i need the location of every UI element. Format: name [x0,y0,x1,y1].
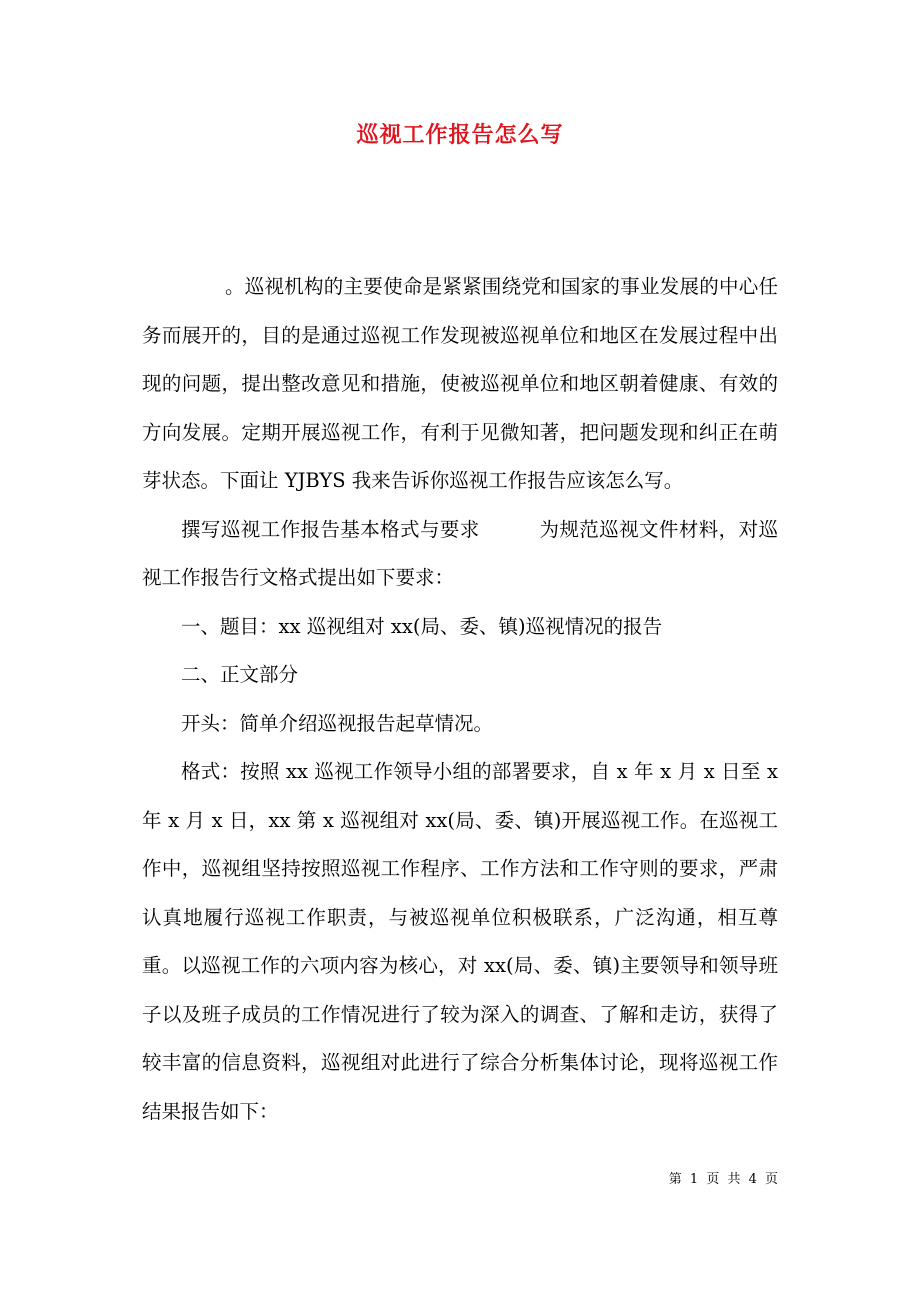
document-title: 巡视工作报告怎么写 [356,122,564,148]
page-number-footer: 第 1 页 共 4 页 [668,1172,780,1187]
opening-paragraph: 开头：简单介绍巡视报告起草情况。 [181,711,494,735]
section-title-paragraph: 一、题目：xx 巡视组对 xx(局、委、镇)巡视情况的报告 [181,614,663,638]
intro-paragraph: 。巡视机构的主要使命是紧紧围绕党和国家的事业发展的中心任务而展开的，目的是通过巡视工作发现被巡视单位和地区在发展过程中出现的问题，提出整改意见和措施，使被巡视单位和地区朝着健康、有效的方向发展。定期开展巡视工作，有利于见微知著，把问题发现和纠正在萌芽状态。下面让 YJBYS 我来告诉你巡视工作报告应该怎么写。 [142,275,778,492]
format-example-paragraph: 格式：按照 xx 巡视工作领导小组的部署要求，自 x 年 x 月 x 日至 x 年 x 月 x 日，xx 第 x 巡视组对 xx(局、委、镇)开展巡视工作。在巡视工作中，巡视组坚持按照巡视工作程序、工作方法和工作守则的要求，严肃认真地履行巡视工作职责，与被巡视单位积极联系，广泛沟通，相互尊重。以巡视工作的六项内容为核心，对 xx(局、委、镇)主要领导和领导班子以及班子成员的工作情况进行了较为深入的调查、了解和走访，获得了较丰富的信息资料，巡视组对此进行了综合分析集体讨论，现将巡视工作结果报告如下： [142,760,778,1123]
format-requirements-paragraph: 撰写巡视工作报告基本格式与要求 为规范巡视文件材料，对巡视工作报告行文格式提出如下要求： [142,517,778,589]
document-body [142,263,778,1136]
section-body-heading: 二、正文部分 [181,663,299,686]
